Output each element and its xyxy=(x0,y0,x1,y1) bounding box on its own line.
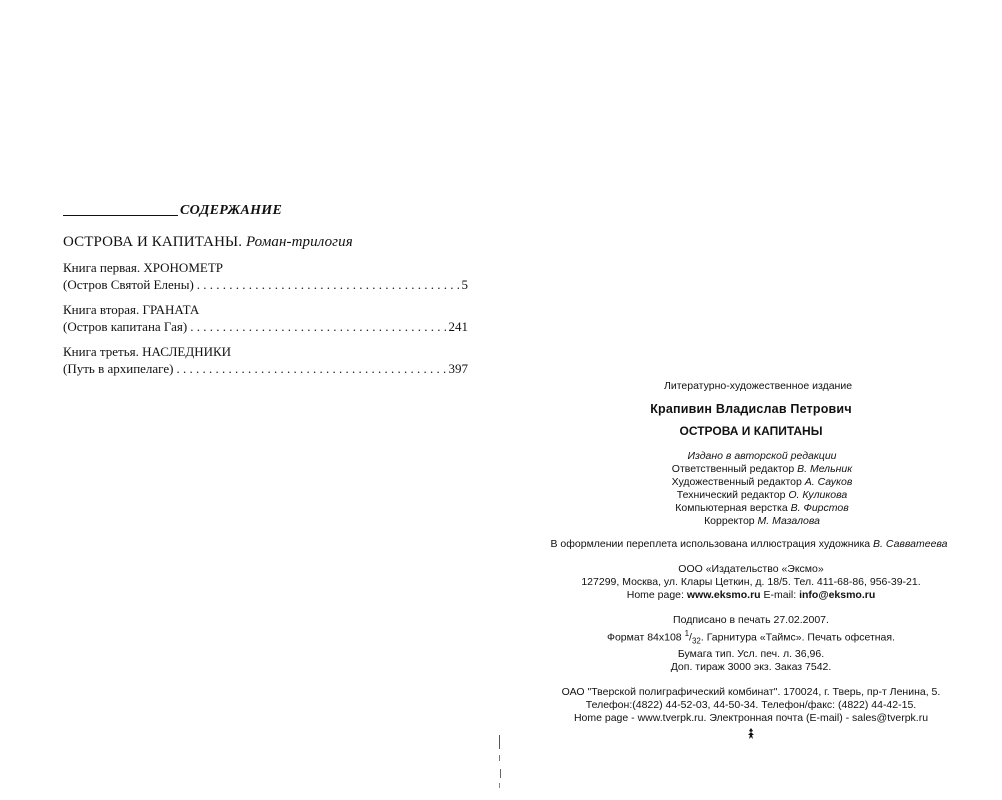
toc-entry[interactable] xyxy=(63,301,468,335)
staff-line: Корректор М. Мазалова xyxy=(704,515,820,527)
email-link[interactable]: info@eksmo.ru xyxy=(799,589,876,601)
edited-note: Издано в авторской редакции xyxy=(687,450,837,462)
colophon xyxy=(500,380,1002,745)
author-name: Крапивин Владислав Петрович xyxy=(650,402,852,416)
book-subtitle: (Остров Святой Елены) xyxy=(63,277,194,292)
publisher-contacts: Home page: www.eksmo.ru E-mail: info@eksmo.ru xyxy=(626,589,876,601)
signed-to-print: Подписано в печать 27.02.2007. xyxy=(673,614,829,626)
dot-leader xyxy=(176,360,445,377)
page-number: 5 xyxy=(461,277,468,292)
print-details xyxy=(500,614,1002,674)
publisher-block xyxy=(500,563,1002,602)
work-subtitle: Роман-трилогия xyxy=(245,234,353,250)
book-subtitle: (Путь в архипелаге) xyxy=(63,361,174,376)
heading-rule xyxy=(63,215,178,216)
table-of-contents xyxy=(63,203,468,377)
printer-phones: Телефон:(4822) 44-52-03, 44-50-34. Телефон/факс: (4822) 44-42-15. xyxy=(585,698,917,711)
staff-line: Художественный редактор А. Сауков xyxy=(671,476,853,488)
work-title-text: ОСТРОВА И КАПИТАНЫ. xyxy=(63,234,243,250)
publisher-name: ООО «Издательство «Эксмо» xyxy=(678,563,824,575)
printer-block xyxy=(500,686,1002,745)
book-title: Книга третья. НАСЛЕДНИКИ xyxy=(63,344,232,359)
publisher-address: 127299, Москва, ул. Клары Цеткин, д. 18/5. Тел. 411-68-86, 956-39-21. xyxy=(581,576,921,588)
printer-name: ОАО "Тверской полиграфический комбинат". 170024, г. Тверь, пр-т Ленина, 5. xyxy=(561,685,941,698)
dot-leader xyxy=(190,318,445,335)
book-title: ОСТРОВА И КАПИТАНЫ xyxy=(679,424,823,438)
paper-line: Бумага тип. Усл. печ. л. 36,96. xyxy=(677,647,825,660)
toc-title: СОДЕРЖАНИЕ xyxy=(180,203,283,218)
toc-entry[interactable] xyxy=(63,259,468,293)
page-number: 241 xyxy=(448,319,468,334)
toc-entry[interactable] xyxy=(63,343,468,377)
right-page xyxy=(500,0,1002,800)
staff-line: Технический редактор О. Куликова xyxy=(676,489,848,501)
edition-type: Литературно-художественное издание xyxy=(663,380,853,392)
staff-line: Компьютерная верстка В. Фирстов xyxy=(675,502,849,514)
editorial-staff xyxy=(522,450,1002,528)
left-page xyxy=(0,0,500,800)
format-line: Формат 84x108 $^1/_{32}$. Гарнитура «Таймс». Печать офсетная. xyxy=(606,629,896,646)
cover-illustration-note: В оформлении переплета использована иллюстрация художника В. Савватеева xyxy=(550,538,948,550)
dot-leader xyxy=(197,276,459,293)
work-title xyxy=(63,234,468,251)
printer-logo-icon xyxy=(745,727,757,741)
home-page-link[interactable]: www.eksmo.ru xyxy=(686,589,761,601)
print-run-line: Доп. тираж 3000 экз. Заказ 7542. xyxy=(670,660,832,673)
book-title: Книга первая. ХРОНОМЕТР xyxy=(63,260,223,275)
book-subtitle: (Остров капитана Гая) xyxy=(63,319,188,334)
page-number: 397 xyxy=(448,361,468,376)
printer-web: Home page - www.tverpk.ru. Электронная почта (E-mail) - sales@tverpk.ru xyxy=(573,711,929,724)
cover-artist: В. Савватеева xyxy=(873,538,948,550)
staff-line: Ответственный редактор В. Мельник xyxy=(671,463,853,475)
toc-heading xyxy=(63,203,468,219)
book-title: Книга вторая. ГРАНАТА xyxy=(63,302,200,317)
